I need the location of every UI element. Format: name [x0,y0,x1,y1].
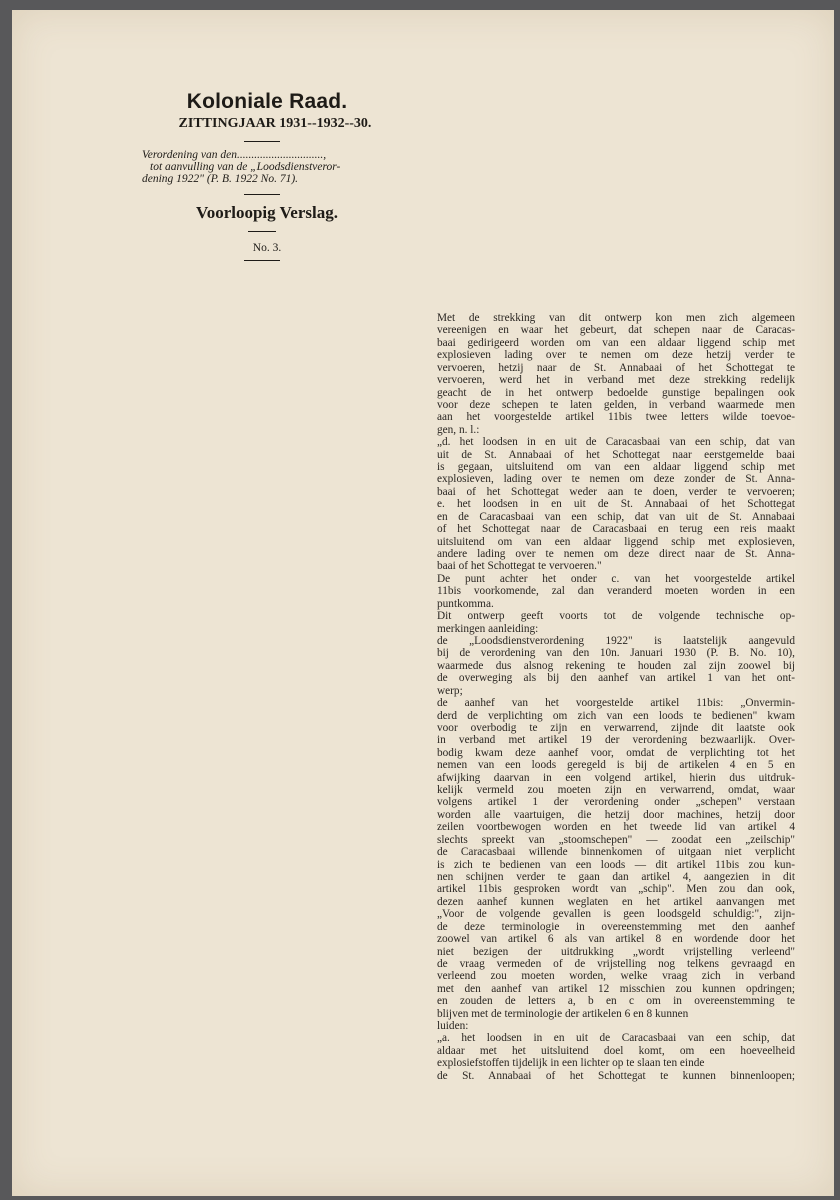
body-line: vervoeren, werd het in verband met deze strekking redelijk [437,374,795,387]
body-line: zeilen voortbewogen worden en het tweede lid van artikel 4 [437,821,795,834]
body-line: de overweging als bij den aanhef van artikel 1 van het ont- [437,672,795,685]
body-line: is zich te bedienen van een loods — dit artikel 11bis zou kun- [437,858,795,871]
body-line: uit de St. Annabaai of het Schottegat naar eerstgemelde baai [437,448,795,461]
body-line: voor deze schepen te laten gelden, in verband waarmede men [437,398,795,411]
body-line: en zouden de letters a, b en c om in overeenstemming te [437,995,795,1008]
body-line: bodig kwam deze aanhef voor, omdat de verplichting tot het [437,746,795,759]
body-line: de vraag vermeden of de vrijstelling nog telkens gevraagd en [437,957,795,970]
ordinance-description [142,149,412,185]
body-line: kelijk vermeld zou moeten zijn en verwarrend, omdat, waar [437,784,795,797]
body-line: bij de verordening van den 10n. Januari 1930 (P. B. No. 10), [437,647,795,660]
divider [244,141,280,142]
body-line: niet bezigen der uitdrukking „wordt vrijstelling verleend" [437,945,795,958]
body-line: derd de verplichting om zich van een loods te bedienen" kwam [437,709,795,722]
body-line: en de Caracasbaai van een schip, dat van uit de St. Annabaai [437,510,795,523]
body-line: dezen aanhef kunnen weglaten en het artikel aanvangen met [437,895,795,908]
body-line: e. het loodsen in en uit de St. Annabaai of het Schottegat [437,498,795,511]
body-line: merkingen aanleiding: [437,622,539,635]
body-line: baai of het Schottegat weder aan te doen, verder te vervoeren; [437,485,795,498]
council-title: Koloniale Raad. [186,90,348,113]
body-line: de Caracasbaai willende binnenkomen of uitgaan niet verplicht [437,846,795,859]
body-line: puntkomma. [437,597,494,610]
body-line: vereenigen en waar het gebeurt, dat schepen naar de Caracas- [437,324,795,337]
body-line: in verband met artikel 19 der verordening bezwaarlijk. Over- [437,734,795,747]
body-line: met den aanhef van artikel 12 misschien zou kunnen opdringen; [437,982,795,995]
body-line: uitsluitend om van een aldaar liggend schip met explosieven, [437,535,795,548]
body-line: baai of het Schottegat te vervoeren." [437,560,602,573]
body-line: Dit ontwerp geeft voorts tot de volgende technische op- [437,610,795,623]
body-line: aan het voorgestelde artikel 11bis twee letters wilde toevoe- [437,411,795,424]
session-year: ZITTINGJAAR 1931--1932--30. [178,116,372,131]
body-line: aldaar met het uitsluitend doel komt, om een hoeveelheid [437,1044,795,1057]
body-line: zoowel van artikel 6 als van artikel 8 en wordende door het [437,933,795,946]
body-line: „d. het loodsen in en uit de Caracasbaai van een schip, dat van [437,436,795,449]
body-line: slechts spreekt van „stoomschepen" — zoodat een „zeilschip" [437,833,795,846]
body-line: De punt achter het onder c. van het voorgestelde artikel [437,572,795,585]
body-line: werp; [437,684,463,697]
ordinance-line: Verordening van den.............................., [142,149,327,161]
ordinance-line: dening 1922" (P. B. 1922 No. 71). [142,173,299,185]
body-line: de „Loodsdienstverordening 1922" is laatstelijk aangevuld [437,634,795,647]
divider [244,194,280,195]
divider [248,231,276,232]
body-line: verleend zou moeten worden, welke vraag zich in verband [437,970,795,983]
body-line: gen, n. l.: [437,423,480,436]
body-line: baai gedirigeerd worden om van een aldaar liggend schip met [437,336,795,349]
body-line: de deze terminologie in overeenstemming met den aanhef [437,920,795,933]
body-line: waarmede dus alsnog rekening te houden zal zijn zoowel bij [437,659,795,672]
body-line: worden alle vaartuigen, die hetzij door machines, hetzij door [437,808,795,821]
body-line: de St. Annabaai of het Schottegat te kunnen binnenloopen; [437,1069,795,1082]
body-line: 11bis voorkomende, zal dan veranderd moeten worden in een [437,585,795,598]
body-line: of het Schottegat naar de Caracasbaai en terug een reis maakt [437,523,795,536]
document-page [12,10,834,1196]
ordinance-line: tot aanvulling van de „Loodsdienstveror- [150,161,341,173]
body-line: Met de strekking van dit ontwerp kon men zich algemeen [437,312,795,324]
document-number: No. 3. [252,242,282,254]
body-line: explosieven lading over te nemen om deze hetzij verder te [437,349,795,362]
body-line: explosiefstoffen tijdelijk in een lichter op te slaan ten einde [437,1057,705,1070]
report-title: Voorloopig Verslag. [195,203,338,222]
body-line: vervoeren, hetzij naar de St. Annabaai of het Schottegat te [437,361,795,374]
document-header [112,90,412,261]
body-line: luiden: [437,1020,469,1033]
body-line: de aanhef van het voorgestelde artikel 11bis: „Onvermin- [437,697,795,710]
body-line: „a. het loodsen in en uit de Caracasbaai van een schip, dat [437,1032,795,1045]
body-line: nen schijnen verder te gaan dan artikel 4, aangezien in dit [437,870,795,883]
report-body [437,312,795,1082]
body-line: „Voor de volgende gevallen is geen loodsgeld schuldig:", zijn- [437,908,795,921]
body-line: artikel 11bis gesproken wordt van „schip". Men zou dan ook, [437,883,795,896]
body-line: explosieven, lading over te nemen om deze zonder de St. Anna- [437,473,795,486]
body-line: blijven met de terminologie der artikelen 6 en 8 kunnen [437,1007,689,1020]
body-line: is gegaan, uitsluitend om van een aldaar liggend schip met [437,461,795,474]
divider [244,260,280,261]
body-line: geacht de in het ontwerp bedoelde gunstige bepalingen ook [437,386,795,399]
body-line: afwijking daarvan in een volgend artikel, hierin dus uitdruk- [437,771,795,784]
body-line: volgens artikel 1 der verordening onder „schepen" verstaan [437,796,795,809]
body-line: andere lading over te nemen om deze direct naar de St. Anna- [437,548,795,561]
body-line: voor overbodig te zijn en verwarrend, zijnde dit laatste ook [437,721,795,734]
body-line: nemen van een loods geregeld is bij de artikelen 4 en 5 en [437,759,795,772]
